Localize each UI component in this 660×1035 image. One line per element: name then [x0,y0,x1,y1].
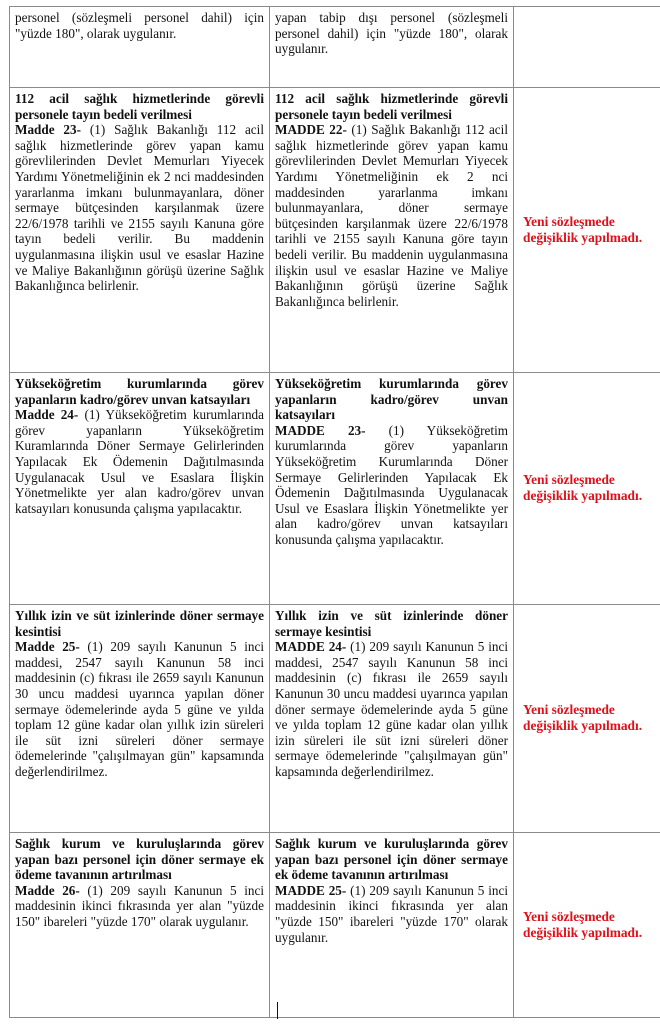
article-body: (1) 209 sayılı Kanunun 5 inci maddesinin ikinci fıkrasında yer alan "yüzde 150" ibareleri "yüzde 170" olarak uygulanır. [275,882,508,945]
table-row [10,833,660,1018]
article-number: MADDE 22- [275,122,347,138]
change-note: Yeni sözleşmede değişiklik yapılmadı. [523,702,643,733]
note-cell [514,605,660,833]
article-title: Yükseköğretim kurumlarında görev yapanların kadro/görev unvan katsayıları [275,376,508,423]
article-body: (1) 209 sayılı Kanunun 5 inci maddesinin ikinci fıkrasında yer alan "yüzde 150" ibareleri "yüzde 170" olarak uygulanır. [15,882,264,929]
old-text-cell [10,88,270,373]
note-cell [514,7,660,88]
article-number: Madde 25- [15,639,80,655]
change-note: Yeni sözleşmede değişiklik yapılmadı. [523,213,643,245]
table-row [10,7,660,88]
article-body: (1) 209 sayılı Kanunun 5 inci maddesi, 2547 sayılı Kanunun 58 inci maddesinin (c) fıkrası ile 2659 sayılı Kanunun 30 uncu maddesi uyarınca yapılan döner sermaye ödemelerinde ayda 5 güne ve yılda toplam 12 güne kadar olan yıllık izin süreleri ile süt izni süreleri döner sermaye ödemelerinde "çalışılmayan gün" kapsamında değerlendirilmez. [15,639,264,779]
note-cell [514,88,660,373]
new-text-cell [270,7,514,88]
article-body: (1) Sağlık Bakanlığı 112 acil sağlık hizmetlerinde görev yapan kamu görevlilerinden Devlet Memurları Yiyecek Yardımı Yönetmeliğinin ek 2 nci maddesinden yararlanma imkanı bulunmayanlara, döner sermaye bütçesinden karşılanmak üzere 22/6/1978 tarihli ve 2155 sayılı Kanuna göre tayın bedeli verilir. Bu maddenin uygulanmasına ilişkin usul ve esaslar Hazine ve Maliye Bakanlığının görüşü üzerine Sağlık Bakanlığınca belirlenir. [275,122,508,309]
article-number: Madde 24- [15,407,79,423]
note-cell [514,833,660,1018]
old-text-cell [10,7,270,88]
article-body: (1) Yükseköğretim kurumlarında görev yapanların Yükseköğretim Kurumlarında Döner Sermaye Gelirlerinden Yapılacak Ek Ödemenin Dağıtılmasında Uygulanacak Usul ve Esaslara İlişkin Yönetmelikte yer alan kadro/görev unvan katsayıları konusunda çalışma yapılacaktır. [275,422,508,547]
article-number: MADDE 23- [275,422,366,438]
article-title: Yıllık izin ve süt izinlerinde döner sermaye kesintisi [275,608,508,639]
comparison-table [9,6,660,1018]
article-title: Sağlık kurum ve kuruluşlarında görev yapan bazı personel için döner sermaye ek ödeme tavanının artırılması [275,836,508,883]
new-text-cell [270,373,514,605]
article-number: Madde 26- [15,882,80,898]
article-title: Yıllık izin ve süt izinlerinde döner sermaye kesintisi [15,608,264,639]
article-body: (1) Sağlık Bakanlığı 112 acil sağlık hizmetlerinde görev yapan kamu görevlilerinden Devlet Memurları Yiyecek Yardımı Yönetmeliğinin ek 2 nci maddesinden yararlanma imkanı bulunmayanlara, döner sermaye bütçesinden karşılanmak üzere 22/6/1978 tarihli ve 2155 sayılı Kanuna göre tayın bedeli verilir. Bu maddenin uygulanmasına ilişkin usul ve esaslar Hazine ve Maliye Bakanlığının görüşü üzerine Sağlık Bakanlığınca belirlenir. [15,122,264,294]
change-note: Yeni sözleşmede değişiklik yapılmadı. [523,908,643,940]
article-body: (1) Yükseköğretim kurumlarında görev yapanların Yükseköğretim Kuramlarında Döner Sermaye Gelirlerinden Yapılacak Ek Ödemenin Dağıtılmasında Uygulanacak Usul ve Esaslara İlişkin Yönetmelikte yer alan kadro/görev unvan katsayıları konusunda çalışma yapılacaktır. [15,407,264,516]
article-number: Madde 23- [15,122,82,138]
new-text-cell [270,833,514,1018]
text-cursor [277,1002,278,1019]
article-number: MADDE 24- [275,639,347,655]
new-text-cell [270,605,514,833]
article-title: 112 acil sağlık hizmetlerinde görevli personele tayın bedeli verilmesi [275,91,508,122]
old-text-cell [10,373,270,605]
table-row [10,605,660,833]
article-title: Yükseköğretim kurumlarında görev yapanların kadro/görev unvan katsayıları [15,376,264,407]
change-note: Yeni sözleşmede değişiklik yapılmadı. [523,472,643,503]
article-title: 112 acil sağlık hizmetlerinde görevli personele tayın bedeli verilmesi [15,91,264,122]
new-text-cell [270,88,514,373]
old-text-cell [10,833,270,1018]
article-body: (1) 209 sayılı Kanunun 5 inci maddesi, 2547 sayılı Kanunun 58 inci maddesinin (c) fıkrası ile 2659 sayılı Kanunun 30 uncu maddesi uyarınca yapılan döner sermaye ödemelerinde ayda 5 güne ve yılda toplam 12 güne kadar olan yıllık izin süreleri ile süt izni süreleri döner sermaye ödemelerinde "çalışılmayan gün" kapsamında değerlendirilmez. [275,639,508,779]
article-number: MADDE 25- [275,882,347,898]
table-row [10,373,660,605]
note-cell [514,373,660,605]
article-body: personel (sözleşmeli personel dahil) için "yüzde 180", olarak uygulanır. [15,10,264,41]
article-body: yapan tabip dışı personel (sözleşmeli personel dahil) için "yüzde 180", olarak uygulanır. [275,10,508,57]
article-title: Sağlık kurum ve kuruluşlarında görev yapan bazı personel için döner sermaye ek ödeme tavanının artırılması [15,836,264,883]
table-row [10,88,660,373]
old-text-cell [10,605,270,833]
